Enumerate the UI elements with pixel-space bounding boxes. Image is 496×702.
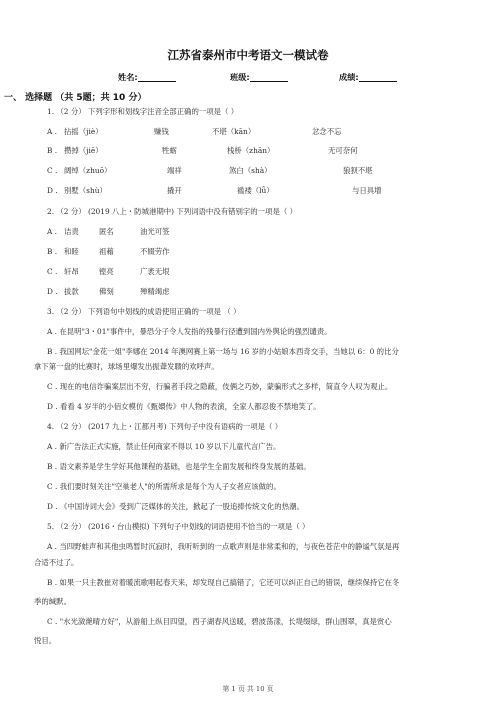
option-item: 赚钱 <box>154 127 169 136</box>
option-item: 别墅（shù） <box>64 186 107 195</box>
question-2-stem: 2. （2 分） (2019 八上・防城港期中) 下列词语中没有错别字的一项是（ ） <box>47 207 297 216</box>
option-item: 轩昂 <box>64 267 79 276</box>
class-field <box>230 72 288 83</box>
q3-option-c: C . 现在的电信诈骗案层出不穷，行骗者手段之隐蔽，伎俩之巧妙，蒙骗形式之多样，简直令人叹为观止。 <box>47 382 393 391</box>
option-item: 不堪（kān） <box>212 127 256 136</box>
option-item: 煞白（shà） <box>229 166 272 175</box>
score-label: 成绩: <box>339 72 359 82</box>
name-label: 姓名: <box>118 72 138 82</box>
option-item: 拈摇（jiè） <box>64 127 103 136</box>
option-letter: D . <box>47 186 58 195</box>
option-item: 匿名 <box>99 227 114 236</box>
class-blank <box>250 72 288 82</box>
q4-option-b: B . 语文素养是学生学好其他课程的基础，也是学生全面发展和终身发展的基础。 <box>47 462 311 471</box>
q4-option-c: C . 我们要时刻关注"空巢老人"的所需所求是每个为人子女者应该做的。 <box>47 482 281 491</box>
q5-option-c: C . "水光潋滟晴方好"，从游船上纵目四望，西子湖春风送暖，碧波荡漾，长堤缀绿，群山围翠，真是赏心 <box>47 617 392 626</box>
class-label: 班级: <box>230 72 250 82</box>
option-item: 阔绰（zhuō） <box>64 166 112 175</box>
q3-option-b: B . 我国网坛"金花一姐"李娜在 2014 年澳网赛上第一场与 16 岁的小姑娘本西奇交手，当她以 6：0 的比分 <box>47 347 399 356</box>
option-letter: A . <box>47 127 58 136</box>
name-field <box>118 72 176 83</box>
q5-option-a-cont: 合适不过了。 <box>34 558 79 567</box>
option-item: 狼狈不堪 <box>343 166 373 175</box>
section-heading: 一、 选择题 （共 5题；共 10 分） <box>4 93 147 103</box>
question-4-stem: 4. （2 分） (2017 九上・江都月考) 下列句子中没有语病的一项是（ ） <box>47 422 283 431</box>
option-letter: C . <box>47 267 58 276</box>
question-3-stem: 3. （2 分） 下列语句中划线的成语使用正确的一项是 （ ） <box>47 307 241 316</box>
option-letter: D . <box>47 287 58 296</box>
option-letter: C . <box>47 166 58 175</box>
q5-option-b-cont: 季的缄默。 <box>34 597 71 606</box>
option-letter: B . <box>47 146 58 155</box>
option-item: 褴褛（lǚ） <box>237 186 274 195</box>
option-letter: A . <box>47 227 58 236</box>
score-blank <box>359 72 397 82</box>
q5-option-c-cont: 悦目。 <box>34 636 57 645</box>
option-item: 与日具增 <box>352 186 382 195</box>
option-item: 殚精竭虑 <box>140 287 170 296</box>
option-item: 镗亮 <box>99 267 114 276</box>
option-item: 佛刻 <box>99 287 114 296</box>
option-item: 广袤无垠 <box>140 267 170 276</box>
option-item: 祖藉 <box>99 247 114 256</box>
q3-option-a: A . 在昆明"3・01"事件中，暴恐分子令人发指的残暴行径遭到国内外舆论的强烈谴责。 <box>47 327 332 336</box>
option-item: 攒掉（jiē） <box>64 146 103 155</box>
option-item: 忿念不忘 <box>312 127 342 136</box>
page-title: 江苏省泰州市中考语文一模试卷 <box>167 48 329 62</box>
score-field <box>339 72 397 83</box>
name-blank <box>138 72 176 82</box>
option-item: 不辍劳作 <box>140 247 170 256</box>
q5-option-b: B . 如果一只主教崔对着暖流歌唱起春天来，却发现自己搞错了，它还可以纠正自己的错误，继续保持它在冬 <box>47 578 400 587</box>
question-1-stem: 1. （2 分） 下列字形和划线字注音全部正确的一项是（ ） <box>47 107 239 116</box>
option-item: 油光可签 <box>140 227 170 236</box>
option-item: 撬开 <box>167 186 182 195</box>
q5-option-a: A . 当四野蛙声和其他虫鸣暂时沉寂时，我听听到的一点歌声则是非常柔和的，与夜色苍茫中的静谧气氛是再 <box>47 542 400 551</box>
option-item: 牲蛎 <box>162 146 177 155</box>
option-item: 无可奈何 <box>328 146 358 155</box>
page-footer: 第 1 页 共 10 页 <box>222 685 274 693</box>
option-item: 拔款 <box>64 287 79 296</box>
q4-option-d: D . 《中国诗词大会》受到广泛媒体的关注，掀起了一股追捧传统文化的热潮。 <box>47 502 304 511</box>
option-letter: B . <box>47 247 58 256</box>
q4-option-a: A . 新广告法正式实施，禁止任何商家不得以 10 岁以下儿童代言广告。 <box>47 442 281 451</box>
option-item: 和睦 <box>64 247 79 256</box>
option-item: 栈桥（zhān） <box>227 146 275 155</box>
option-item: 诘责 <box>64 227 79 236</box>
q3-option-d: D . 看看 4 岁半的小佰女模仿《甄嬛传》中人物的表演，全家人都忍俊不禁地笑了。 <box>47 402 321 411</box>
q3-option-b-cont: 拿下第一盘的比赛时，球场里爆发出振聋发聩的欢呼声。 <box>34 362 219 371</box>
question-5-stem: 5. （2 分） (2016・台山模拟) 下列句子中划线的词语使用不恰当的一项是（ ） <box>47 522 310 531</box>
option-item: 端祥 <box>167 166 182 175</box>
